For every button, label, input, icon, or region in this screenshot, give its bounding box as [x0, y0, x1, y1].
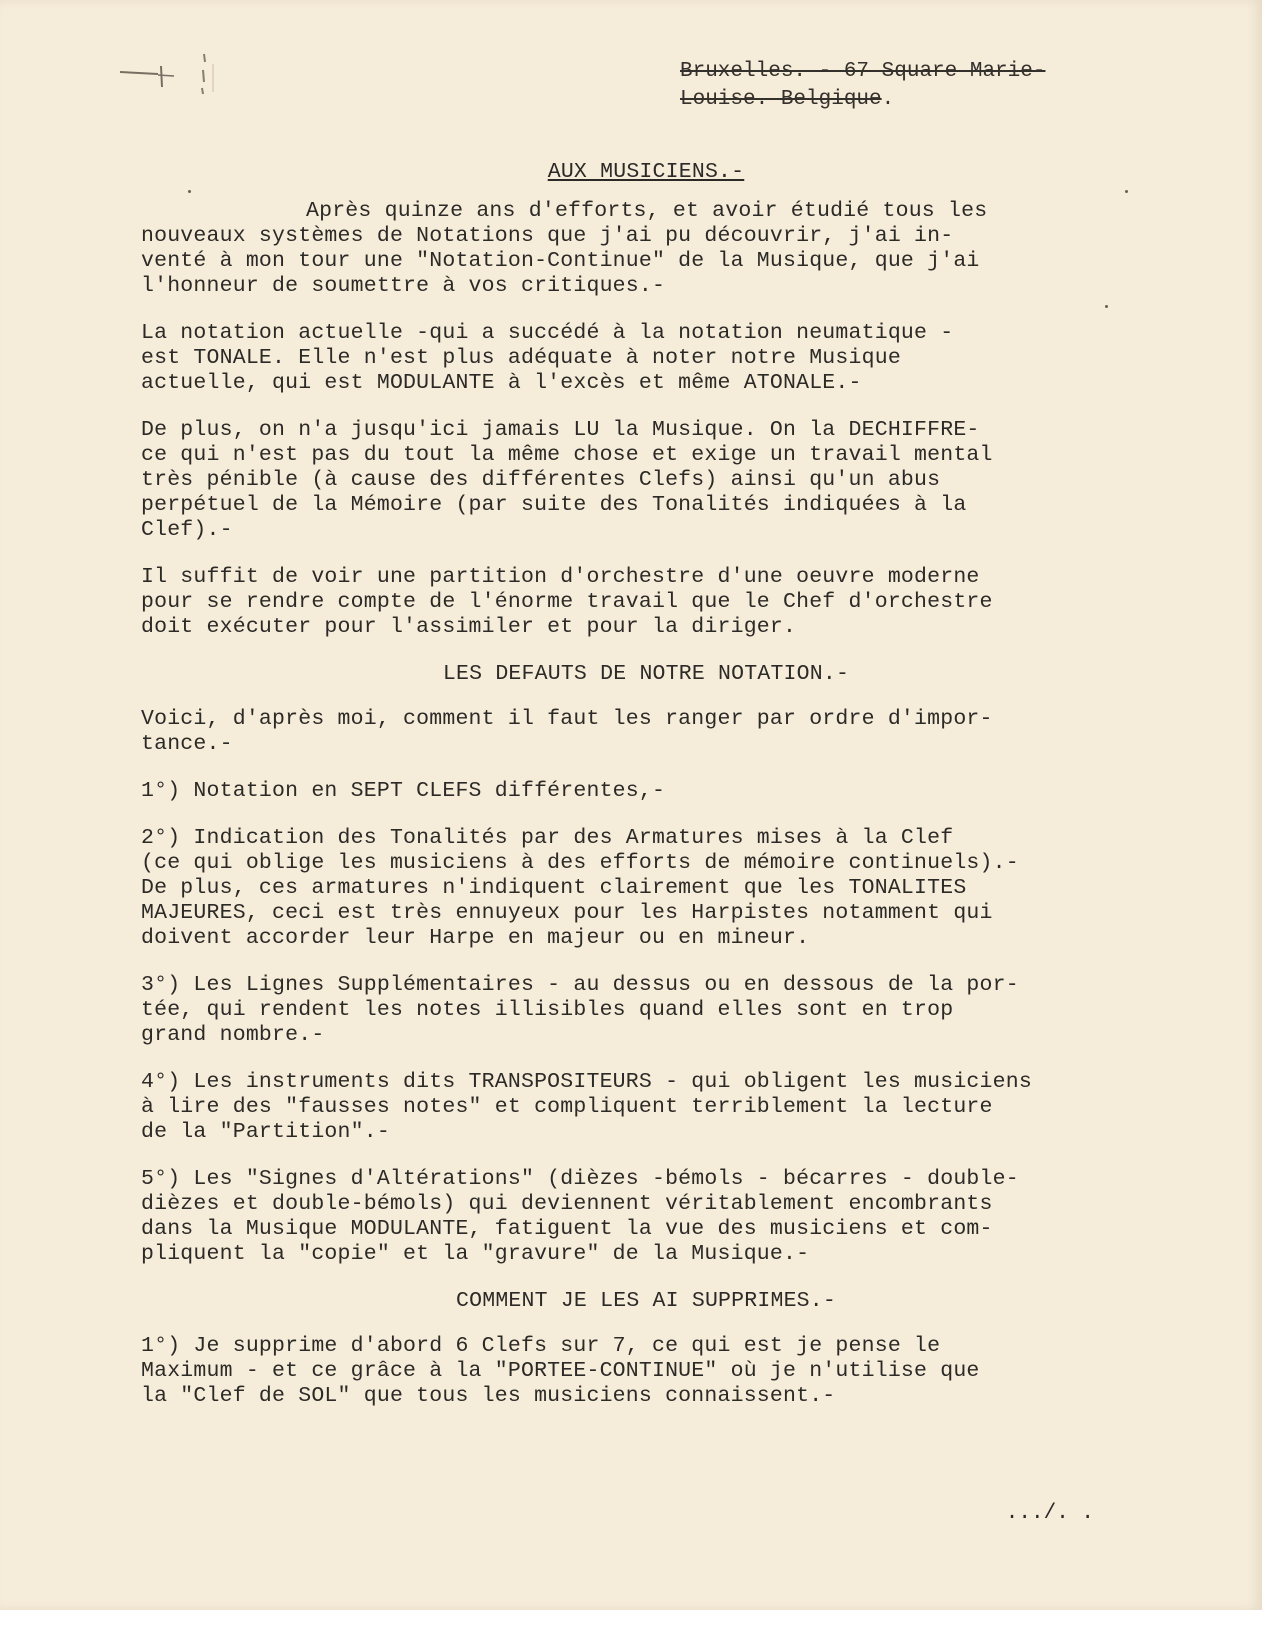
page-title: AUX MUSICIENS.-	[547, 160, 745, 184]
dechiffre-paragraph: De plus, on n'a jusqu'ici jamais LU la Musique. On la DECHIFFRE- ce qui n'est pas du tout la même chose et exige un travail mental très pénible (à cause des différentes Clefs) ainsi qu'un abus perpétuel de la Mémoire (par suite des Tonalités indiquées à la Clef).-	[141, 418, 993, 542]
defaut-item-5: 5°) Les "Signes d'Altérations" (dièzes -bémols - bécarres - double- dièzes et double-bémols) qui deviennent véritablement encombrants dans la Musique MODULANTE, fatiguent la vue des musiciens et com- pliquent la "copie" et la "gravure" de la Musique.-	[141, 1167, 1019, 1266]
paper-speck	[188, 190, 191, 193]
defaut-item-4: 4°) Les instruments dits TRANSPOSITEURS - qui obligent les musiciens à lire des "fausses notes" et compliquent terriblement la lecture de la "Partition".-	[141, 1070, 1032, 1144]
intro-paragraph: Après quinze ans d'efforts, et avoir étudié tous les nouveaux systèmes de Notations que j'ai pu découvrir, j'ai in- venté à mon tour une "Notation-Continue" de la Musique, que j'ai l'honneur de soumettre à vos critiques.-	[141, 199, 988, 298]
address-line-2-tail: .	[881, 88, 895, 111]
letter-body	[141, 160, 1151, 1431]
defaut-item-2: 2°) Indication des Tonalités par des Armatures mises à la Clef (ce qui oblige les musiciens à des efforts de mémoire continuels).- De plus, ces armatures n'indiquent clairement que les TONALITES MAJEURES, ceci est très ennuyeux pour les Harpistes notamment qui doivent accorder leur Harpe en majeur ou en mineur.	[141, 826, 1019, 950]
solution-item-1: 1°) Je supprime d'abord 6 Clefs sur 7, ce qui est je pense le Maximum - et ce grâce à la "PORTEE-CONTINUE" où je n'utilise que la "Clef de SOL" que tous les musiciens connaissent.-	[141, 1334, 980, 1408]
section-heading-defauts: LES DEFAUTS DE NOTRE NOTATION.-	[442, 662, 850, 686]
tonale-paragraph: La notation actuelle -qui a succédé à la notation neumatique - est TONALE. Elle n'est plus adéquate à noter notre Musique actuelle, qui est MODULANTE à l'excès et même ATONALE.-	[141, 321, 954, 395]
address-line-1: Bruxelles. - 67 Square Marie-	[680, 60, 1046, 83]
defaut-item-3: 3°) Les Lignes Supplémentaires - au dessus ou en dessous de la por- tée, qui rendent les notes illisibles quand elles sont en trop grand nombre.-	[141, 973, 1019, 1047]
sender-address	[680, 58, 1045, 114]
binding-mark	[118, 52, 228, 102]
defaut-item-1: 1°) Notation en SEPT CLEFS différentes,-	[141, 779, 666, 803]
voici-paragraph: Voici, d'après moi, comment il faut les ranger par ordre d'impor- tance.-	[141, 707, 993, 756]
partition-paragraph: Il suffit de voir une partition d'orchestre d'une oeuvre moderne pour se rendre compte de l'énorme travail que le Chef d'orchestre doit exécuter pour l'assimiler et pour la diriger.	[141, 565, 993, 639]
paper-speck	[1125, 190, 1128, 193]
continuation-mark: .../. .	[1005, 1502, 1094, 1525]
section-heading-supprimes: COMMENT JE LES AI SUPPRIMES.-	[456, 1289, 836, 1313]
paper-speck	[1105, 305, 1108, 308]
address-line-2: Louise. Belgique	[680, 88, 882, 111]
